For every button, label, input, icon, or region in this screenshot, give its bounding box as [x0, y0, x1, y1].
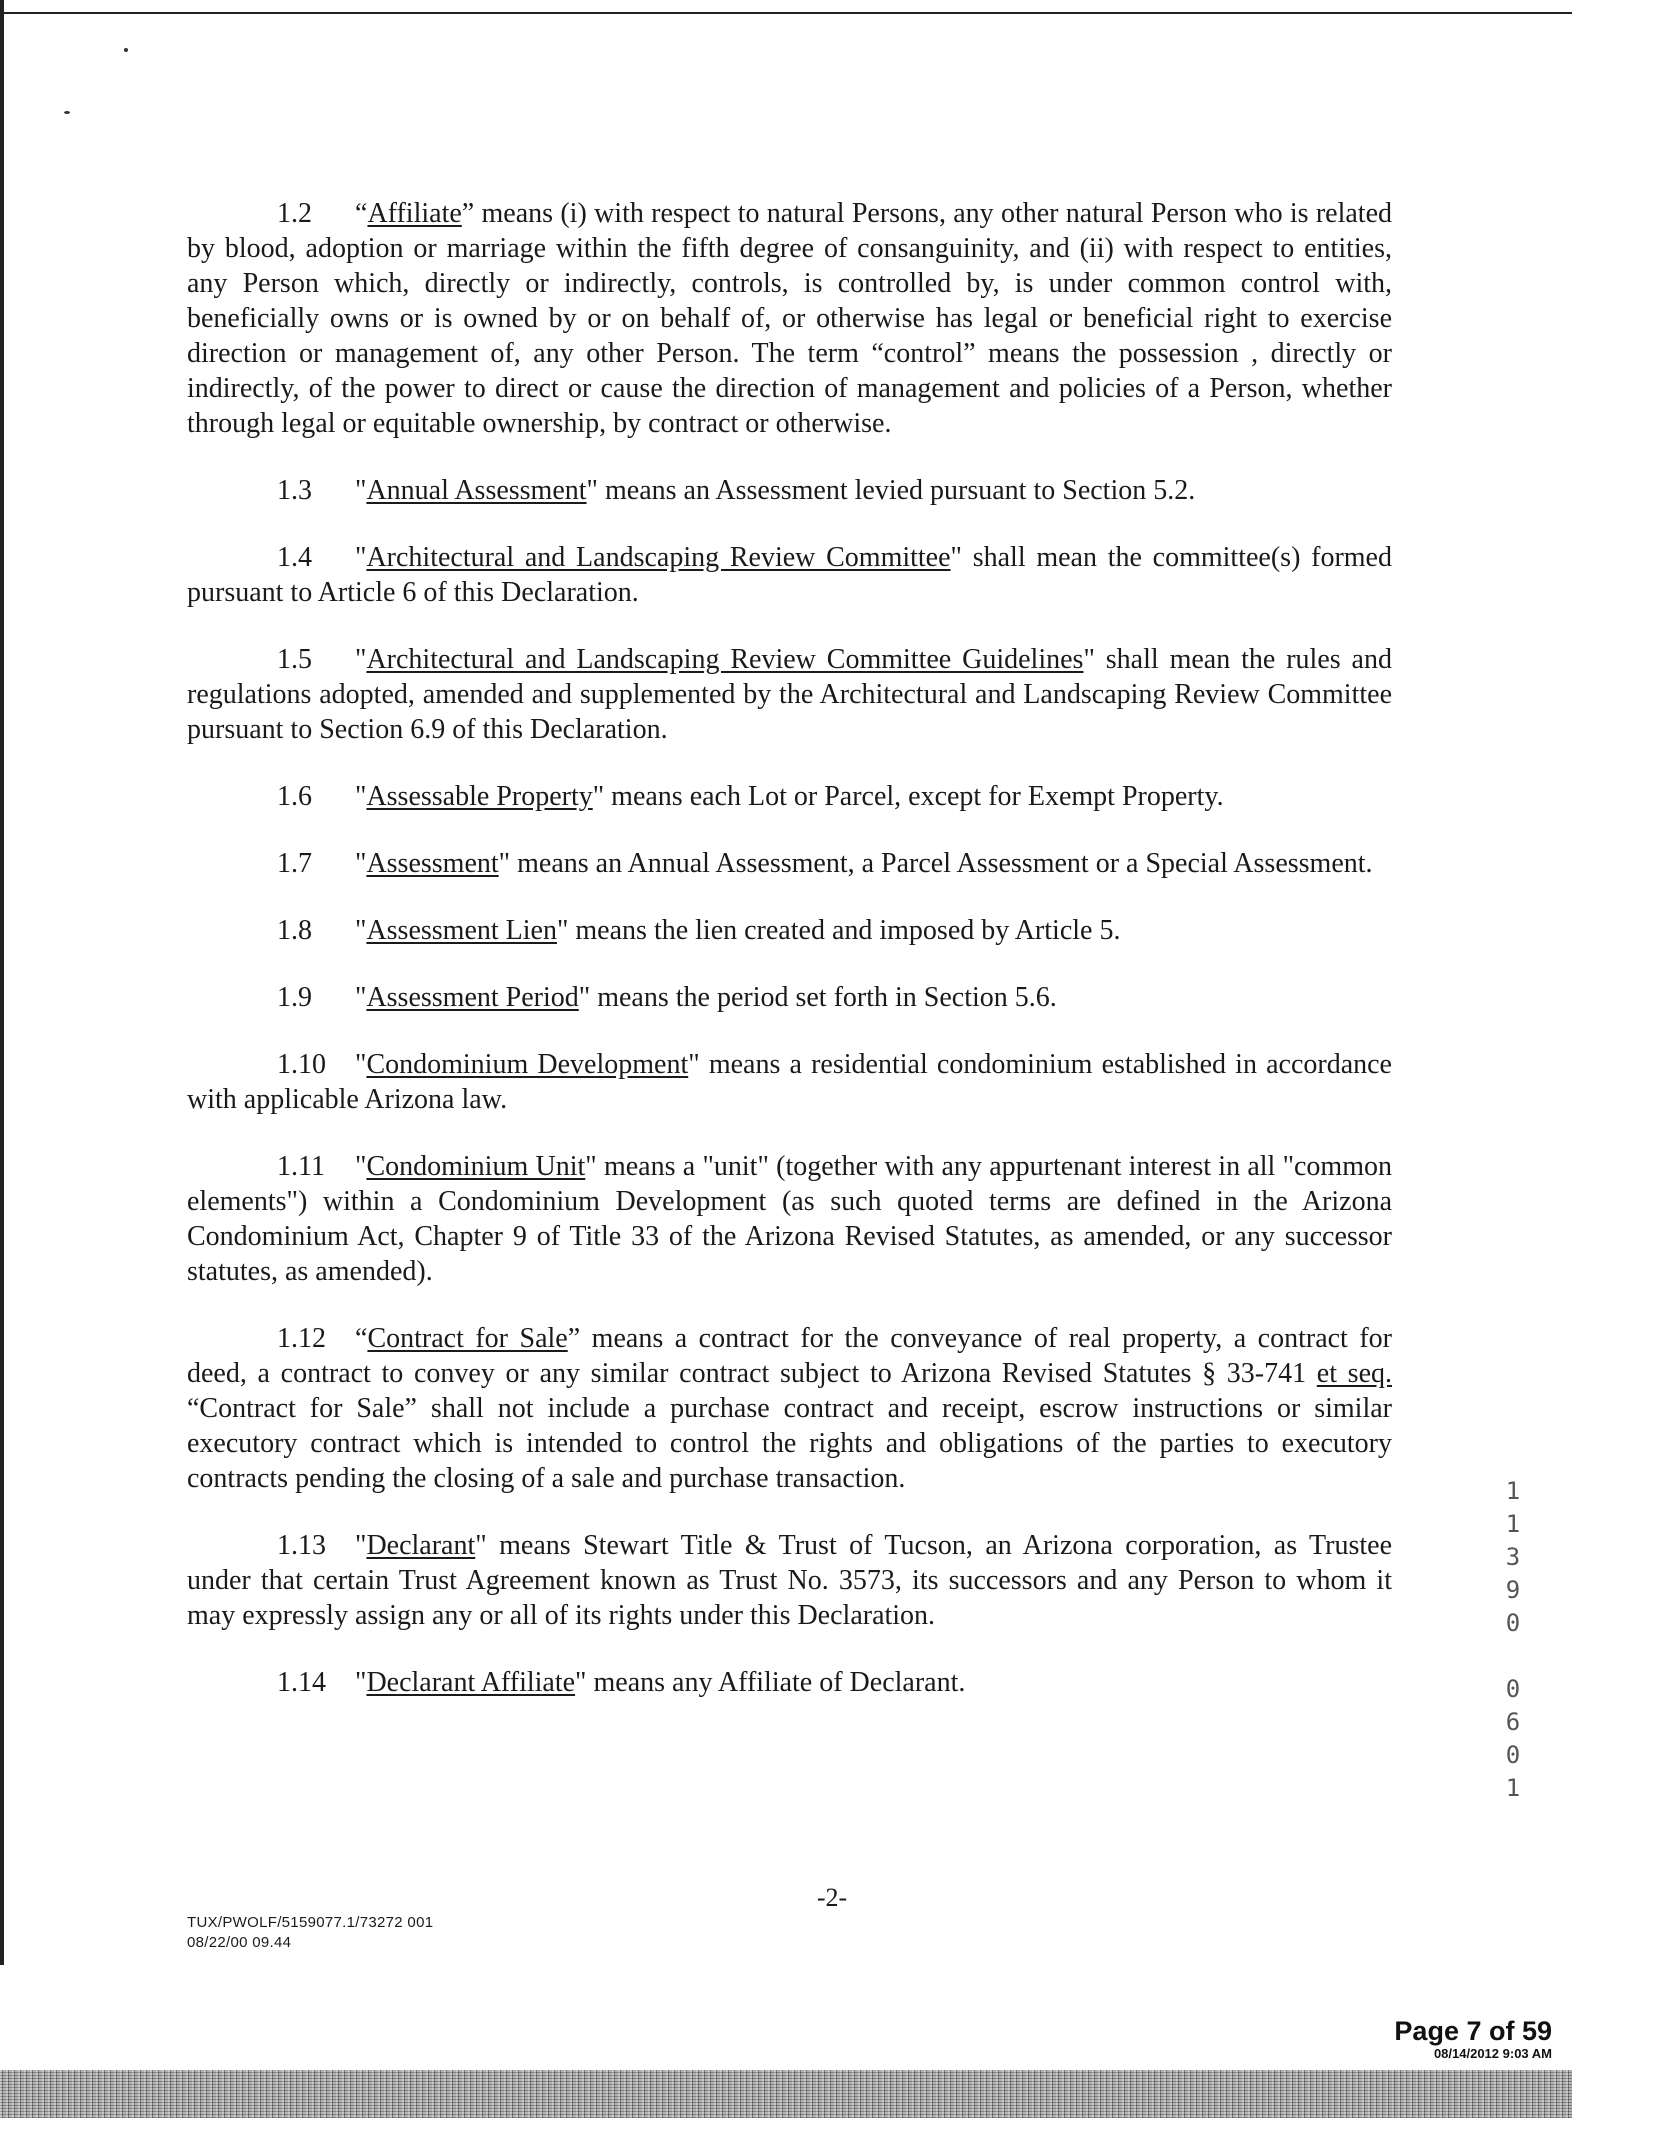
definition-text: means each Lot or Parcel, except for Exempt Property.	[604, 781, 1224, 812]
definition-number: 1.11	[277, 1151, 325, 1182]
defined-term: Architectural and Landscaping Review Committee	[366, 542, 951, 573]
definition-paragraph: 1.5 "Architectural and Landscaping Review Committee Guidelines" shall mean the rules and regulations adopted, amended and supplemented by the Architectural and Landscaping Review Committee pursuant to Section 6.9 of this Declaration.	[187, 644, 1392, 745]
stamp-digit: 9	[1505, 1576, 1521, 1604]
scan-speck	[124, 48, 128, 52]
print-timestamp: 08/14/2012 9:03 AM	[1433, 2046, 1552, 2061]
definition-number: 1.10	[277, 1049, 326, 1080]
defined-term: Assessment	[366, 848, 499, 879]
definition-text: means an Annual Assessment, a Parcel Assessment or a Special Assessment.	[510, 848, 1373, 879]
stamp-digit: 0	[1505, 1741, 1521, 1769]
defined-term: Condominium Unit	[366, 1151, 586, 1182]
definition-text: means a contract for the conveyance of real property, a contract for deed, a contract to convey or any similar contract subject to Arizona Revised Statutes § 33-741	[187, 1323, 1392, 1389]
definition-paragraph: 1.6 "Assessable Property" means each Lot or Parcel, except for Exempt Property.	[277, 781, 1224, 812]
definition-number: 1.13	[277, 1530, 326, 1561]
definition-paragraph: 1.12 “Contract for Sale” means a contract for the conveyance of real property, a contract for deed, a contract to convey or any similar contract subject to Arizona Revised Statutes § 33-741 et seq. “Contract for Sale” shall not include a purchase contract and receipt, escrow instructions or similar executory contract which is intended to control the rights and obligations of the parties to executory contracts pending the closing of a sale and purchase transaction.	[187, 1323, 1393, 1494]
definition-text: means Stewart Title & Trust of Tucson, an Arizona corporation, as Trustee under that certain Trust Agreement known as Trust No. 3573, its successors and any Person to whom it may expressly assign any or all of its rights under this Declaration.	[187, 1530, 1392, 1631]
definition-text: means the lien created and imposed by Article 5.	[568, 915, 1121, 946]
definition-number: 1.9	[277, 982, 312, 1013]
definition-paragraph: 1.7 "Assessment" means an Annual Assessment, a Parcel Assessment or a Special Assessment.	[277, 848, 1373, 879]
doc-ref-id: TUX/PWOLF/5159077.1/73272 001	[187, 1914, 434, 1931]
definition-paragraph: 1.3 "Annual Assessment" means an Assessment levied pursuant to Section 5.2.	[277, 475, 1196, 506]
stamp-digit: 3	[1505, 1543, 1521, 1571]
definition-text: means a "unit" (together with any appurtenant interest in all "common elements") within a Condominium Development (as such quoted terms are defined in the Arizona Condominium Act, Chapter 9 of Title 33 of the Arizona Revised Statutes, as amended, or any successor statutes, as amended).	[187, 1151, 1392, 1287]
definition-text: “Contract for Sale” shall not include a purchase contract and receipt, escrow instructions or similar executory contract which is intended to control the rights and obligations of the parties to executory contracts pending the closing of a sale and purchase transaction.	[187, 1393, 1392, 1494]
defined-term: Condominium Development	[366, 1049, 689, 1080]
stamp-digit: 0	[1505, 1609, 1521, 1637]
document-reference	[187, 1913, 433, 1953]
definition-number: 1.8	[277, 915, 312, 946]
document-body	[187, 196, 1392, 1732]
scan-border-top	[0, 12, 1572, 14]
defined-term: Contract for Sale	[367, 1323, 568, 1354]
stamp-digit: 1	[1505, 1510, 1521, 1538]
stamp-digit: 1	[1505, 1774, 1521, 1802]
latin-phrase: et seq.	[1316, 1358, 1393, 1389]
scan-speck	[64, 111, 70, 114]
defined-term: Affiliate	[367, 198, 462, 229]
definition-text: means the period set forth in Section 5.6.	[590, 982, 1057, 1013]
defined-term: Architectural and Landscaping Review Committee Guidelines	[366, 644, 1084, 675]
definition-text: means a residential condominium established in accordance with applicable Arizona law.	[187, 1049, 1392, 1115]
page-number: -2-	[816, 1883, 848, 1912]
defined-term: Assessable Property	[366, 781, 593, 812]
stamp-digit: 1	[1505, 1477, 1521, 1505]
page-counter: Page 7 of 59	[1394, 2016, 1552, 2046]
defined-term: Annual Assessment	[366, 475, 587, 506]
defined-term: Declarant	[366, 1530, 476, 1561]
definition-paragraph: 1.9 "Assessment Period" means the period set forth in Section 5.6.	[277, 982, 1057, 1013]
page-footer	[1394, 2016, 1552, 2062]
stamp-digit: 0	[1505, 1675, 1521, 1703]
definition-paragraph: 1.13 "Declarant" means Stewart Title & Trust of Tucson, an Arizona corporation, as Trustee under that certain Trust Agreement known as Trust No. 3573, its successors and any Person to whom it may expressly assign any or all of its rights under this Declaration.	[187, 1530, 1392, 1631]
definition-paragraph: 1.10 "Condominium Development" means a residential condominium established in accordance with applicable Arizona law.	[187, 1049, 1392, 1115]
definition-paragraph: 1.4 "Architectural and Landscaping Review Committee" shall mean the committee(s) formed pursuant to Article 6 of this Declaration.	[187, 542, 1392, 608]
definition-number: 1.14	[277, 1667, 326, 1698]
doc-ref-date: 08/22/00 09.44	[187, 1934, 292, 1951]
definition-paragraph: 1.8 "Assessment Lien" means the lien created and imposed by Article 5.	[277, 915, 1121, 946]
stamp-digit: 6	[1505, 1708, 1521, 1736]
defined-term: Assessment Period	[366, 982, 579, 1013]
definition-number: 1.3	[277, 475, 312, 506]
definition-text: shall mean the committee(s) formed pursuant to Article 6 of this Declaration.	[187, 542, 1392, 608]
definition-paragraph: 1.2 “Affiliate” means (i) with respect to natural Persons, any other natural Person who is related by blood, adoption or marriage within the fifth degree of consanguinity, and (ii) with respect to entities, any Person which, directly or indirectly, controls, is controlled by, is under common control with, beneficially owns or is owned by or on behalf of, or otherwise has legal or beneficial right to exercise direction or management of, any other Person. The term “control” means the possession , directly or indirectly, of the power to direct or cause the direction of management and policies of a Person, whether through legal or equitable ownership, by contract or otherwise.	[187, 198, 1392, 439]
scan-border-left	[0, 0, 4, 1965]
definition-number: 1.6	[277, 781, 312, 812]
definition-paragraph: 1.11 "Condominium Unit" means a "unit" (together with any appurtenant interest in all "common elements") within a Condominium Development (as such quoted terms are defined in the Arizona Condominium Act, Chapter 9 of Title 33 of the Arizona Revised Statutes, as amended, or any successor statutes, as amended).	[187, 1151, 1392, 1287]
definition-text: means (i) with respect to natural Persons, any other natural Person who is related by blood, adoption or marriage within the fifth degree of consanguinity, and (ii) with respect to entities, any Person which, directly or indirectly, controls, is controlled by, is under common control with, beneficially owns or is owned by or on behalf of, or otherwise has legal or beneficial right to exercise direction or management of, any other Person. The term “control” means the possession , directly or indirectly, of the power to direct or cause the direction of management and policies of a Person, whether through legal or equitable ownership, by contract or otherwise.	[187, 198, 1392, 439]
definition-number: 1.4	[277, 542, 312, 573]
definition-text: means any Affiliate of Declarant.	[586, 1667, 966, 1698]
definition-text: shall mean the rules and regulations adopted, amended and supplemented by the Architectural and Landscaping Review Committee pursuant to Section 6.9 of this Declaration.	[187, 644, 1392, 745]
scan-noise-bar	[0, 2070, 1572, 2118]
recording-stamp	[1498, 1475, 1528, 1805]
definition-number: 1.2	[277, 198, 312, 229]
definition-number: 1.5	[277, 644, 312, 675]
definition-number: 1.12	[277, 1323, 326, 1354]
definition-paragraph: 1.14 "Declarant Affiliate" means any Affiliate of Declarant.	[277, 1667, 966, 1698]
definition-number: 1.7	[277, 848, 312, 879]
defined-term: Declarant Affiliate	[366, 1667, 576, 1698]
definition-text: means an Assessment levied pursuant to Section 5.2.	[597, 475, 1196, 506]
defined-term: Assessment Lien	[366, 915, 557, 946]
